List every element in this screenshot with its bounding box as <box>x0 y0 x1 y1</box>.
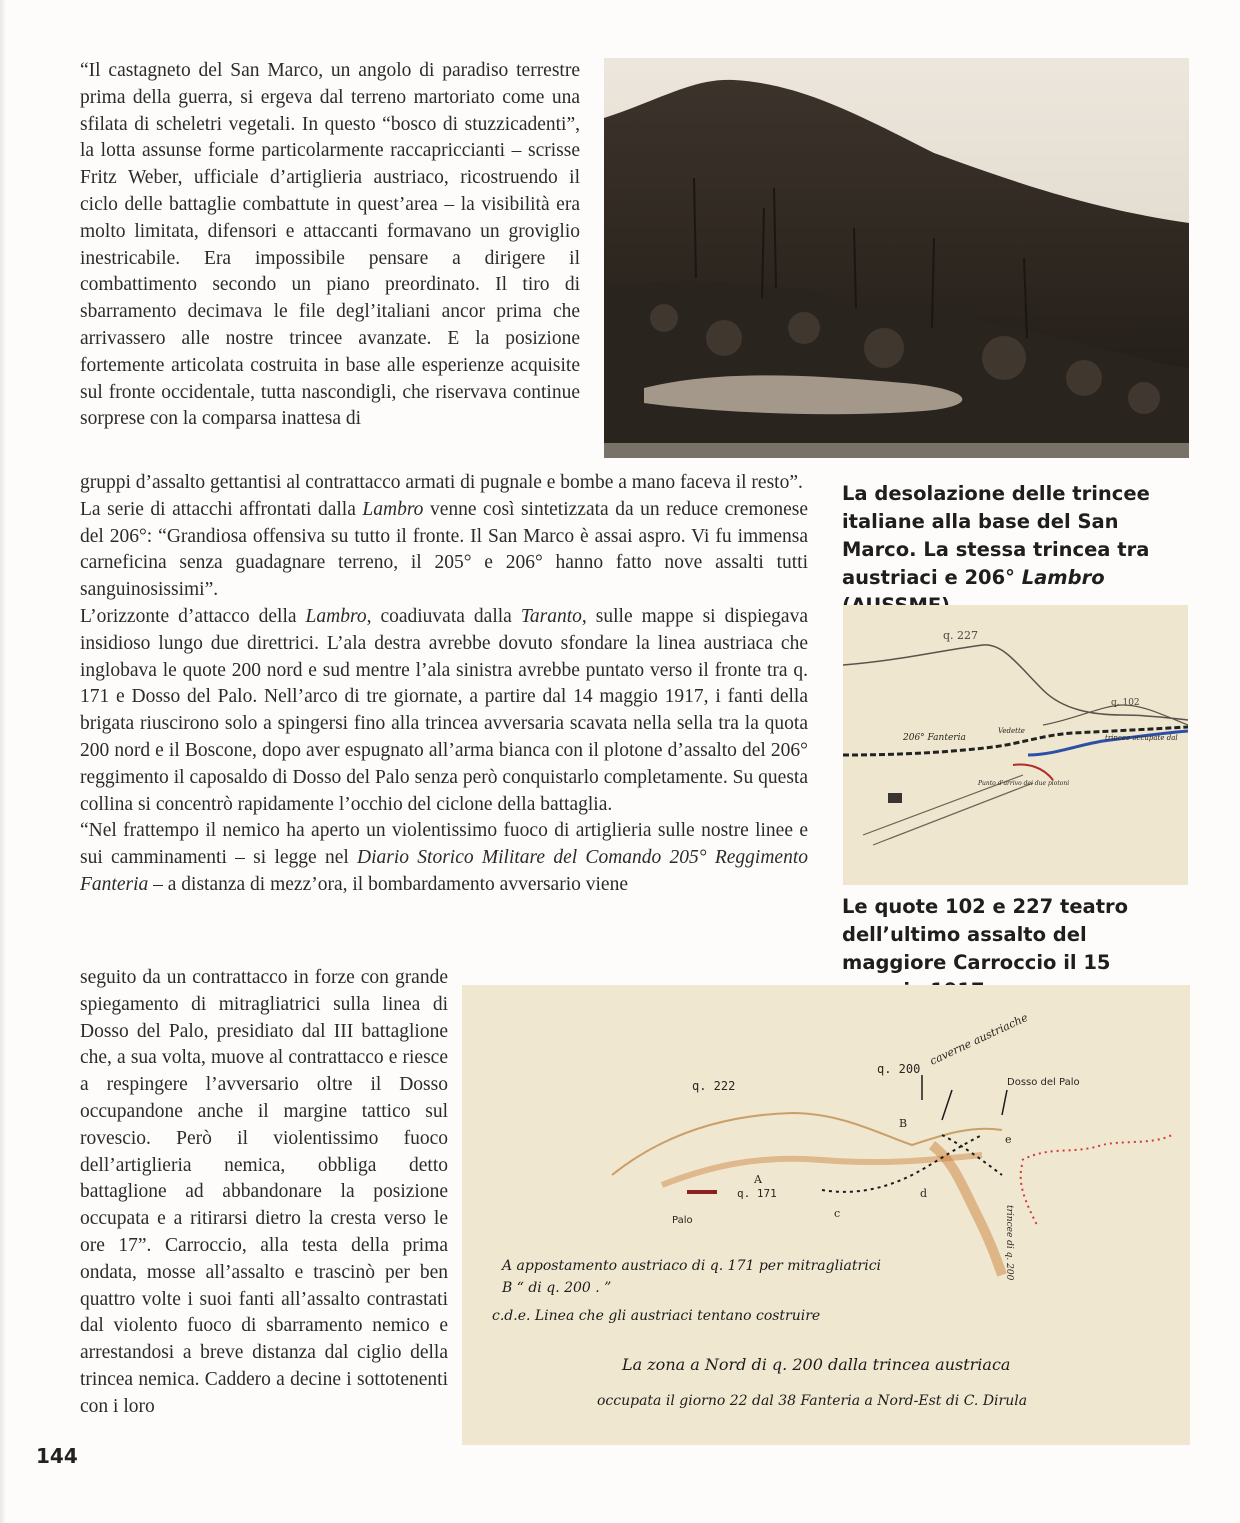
letter-e: e <box>1005 1133 1012 1146</box>
legend-line-5: occupata il giorno 22 dal 38 Fanteria a Nord-Est di C. Dirula <box>597 1393 1028 1409</box>
label-caverne: caverne austriache <box>927 1010 1030 1068</box>
label-dosso: Dosso del Palo <box>1007 1077 1080 1088</box>
paragraph: “Il castagneto del San Marco, un angolo di paradiso terrestre prima della guerra, si ergeva dal terreno martoriato come una sfilata di scheletri vegetali. In questo “bosco di stuzzicadenti”, la lotta assunse forme particolarmente raccapriccianti – scrisse Fritz Weber, ufficiale d’artiglieria austriaco, ricostruendo il ciclo delle battaglie combattute in quest’area – la visibilità era molto limitata, difensori e attaccanti formavano un groviglio inestricabile. Era impossibile pensare a dirigere il combattimento secondo un piano preordinato. Il tiro di sbarramento decimava le file degl’italiani ancor prima che arrivassero alle nostre trincee avanzate. E la posizione fortemente articolata costruita in base alle esperienze acquisite sul fronte occidentale, tutta nascondigli, che riservava continue sorprese con la comparsa inattesa di <box>80 60 580 430</box>
label-q102: q. 102 <box>1111 698 1140 708</box>
label-fanteria: 206° Fanteria <box>903 733 966 743</box>
page-number: 144 <box>36 1444 78 1468</box>
photo-caption: La desolazione delle trincee italiane alla base del San Marco. La stessa trincea tra austriaci e 206° Lambro <box>842 482 1150 589</box>
paragraph: seguito da un contrattacco in forze con grande spiegamento di mitragliatrici sulla linea di Dosso del Palo, presidiato dal III battaglione che, a sua volta, muove al contrattacco e riesce a respingere l’avversario oltre il Dosso occupandone anche il margine tattico sul rovescio. Però il violentissimo fuoco dell’artiglieria nemica, obbliga detto battaglione ad abbandonare la posizione occupata e a ritirarsi dietro la cresta verso le ore 17”. Carroccio, alla testa della prima ondata, mosse all’assalto e trascinò per ben quattro volte i suoi fanti all’assalto contrastati dal violento fuoco di sbarramento nemico e arrestandosi a breve distanza dal ciglio della trincea nemica. Caddero a decine i sottotenenti con i loro <box>80 967 448 1417</box>
letter-d: d <box>920 1187 928 1200</box>
label-q227: q. 227 <box>943 629 979 642</box>
body-text-top <box>80 58 580 433</box>
label-palo: Palo <box>672 1215 693 1226</box>
paragraph: “Nel frattempo il nemico ha aperto un violentissimo fuoco di artiglieria sulle nostre linee e sui camminamenti – si legge nel Diario Storico Militare del Comando 205° Reggimento Fanteria – a distanza di mezz’ora, il bombardamento avversario viene <box>80 820 808 895</box>
body-text-middle <box>80 470 808 899</box>
page-spine-shadow <box>0 0 6 1523</box>
sketch-map-quotes <box>843 605 1188 885</box>
paragraph: gruppi d’assalto gettantisi al contrattacco armati di pugnale e bombe a mano faceva il resto”. <box>80 472 803 493</box>
label-q171: q. 171 <box>737 1187 777 1200</box>
legend-line-1: A appostamento austriaco di q. 171 per mitragliatrici <box>502 1258 882 1274</box>
paragraph: La serie di attacchi affrontati dalla Lambro venne così sintetizzata da un reduce cremonese del 206°: “Grandiosa offensiva su tutto il fronte. Il San Marco è assai aspro. Vi fu immensa carneficina senza guadagnare terreno, il 205° e 206° hanno fatto nove assalti tutti sanguinosissimi”. <box>80 498 808 601</box>
label-trincee: trincee occupate dal <box>1105 734 1178 742</box>
label-trincee: trincee di q. 200 <box>1004 1205 1014 1281</box>
letter-c: c <box>834 1207 841 1220</box>
letter-b: B <box>899 1117 908 1130</box>
paragraph: L’orizzonte d’attacco della Lambro, coadiuvata dalla Taranto, sulle mappe si dispiegava insidioso lungo due direttrici. L’ala destra avrebbe dovuto sfondare la linea austriaca che inglobava le quote 200 nord e sud mentre l’ala sinistra avrebbe puntato verso il fronte tra q. 171 e Dosso del Palo. Nell’arco di tre giornate, a partire dal 14 maggio 1917, i fanti della brigata riuscirono solo a spingersi fino alla trincea avversaria scavata nella sella tra la quota 200 nord e il Boscone, dopo aver espugnato all’arma bianca con il plotone d’assalto del 206° reggimento il caposaldo di Dosso del Palo senza però conquistarlo completamente. Su questa collina si concentrò rapidamente l’occhio del ciclone della battaglia. <box>80 605 808 815</box>
label-punto: Punto d’arrivo dei due plotoni <box>978 780 1070 787</box>
legend-line-3: c.d.e. Linea che gli austriaci tentano costruire <box>492 1308 821 1324</box>
label-q222: q. 222 <box>692 1079 736 1093</box>
map-caption: Le quote 102 e 227 teatro dell’ultimo assalto del maggiore Carroccio il 15 <box>842 895 1129 974</box>
letter-a: A <box>754 1173 762 1186</box>
hand-drawn-battle-map <box>462 985 1190 1445</box>
label-vedette: Vedette <box>998 727 1025 735</box>
label-q200: q. 200 <box>877 1062 921 1076</box>
trench-photo <box>604 58 1189 458</box>
body-text-bottom <box>80 965 448 1421</box>
legend-line-4: La zona a Nord di q. 200 dalla trincea austriaca <box>622 1355 1011 1374</box>
legend-line-2: B “ di q. 200 . ” <box>502 1280 612 1296</box>
